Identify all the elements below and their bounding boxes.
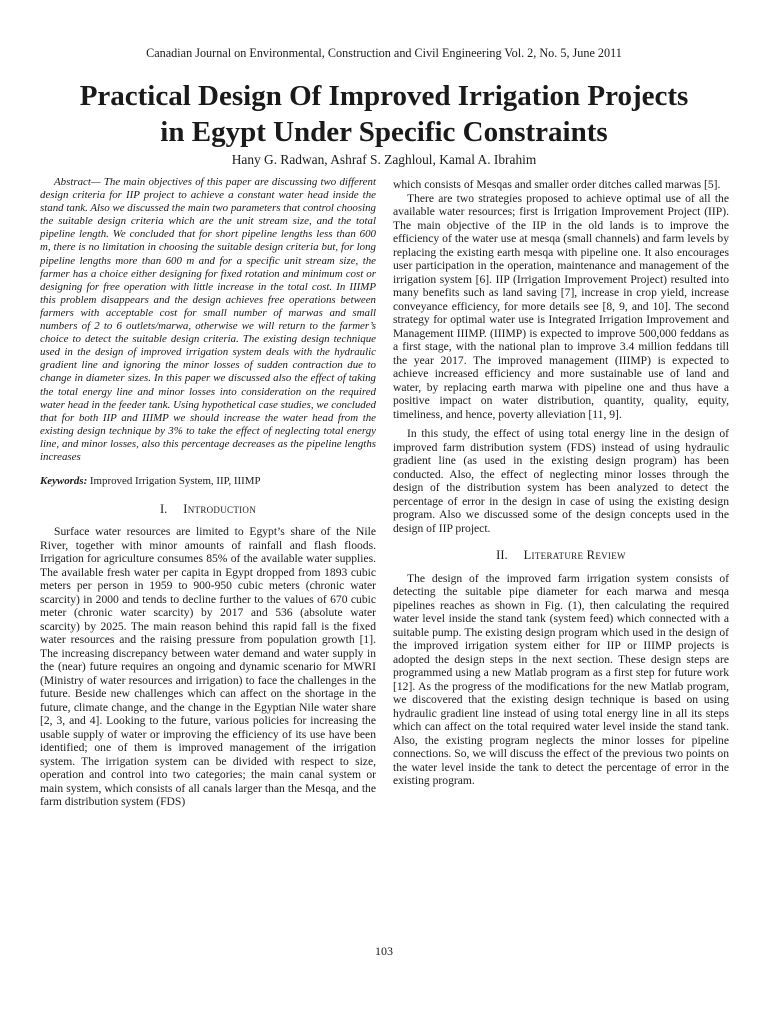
paper-title [40,78,728,150]
right-column [393,178,729,788]
left-column [40,176,376,809]
page-number: 103 [375,944,393,958]
section-heading-literature-review [393,549,729,563]
section-heading-introduction [40,503,376,517]
keywords [40,475,376,489]
intro-paragraph-1: Surface water resources are limited to Egypt’s share of the Nile River, together with minor amounts of rainfall and flash floods. Irrigation for agriculture consumes 85% of the available water supplies. The available fresh water per capita in Egypt dropped from 1893 cubic meters per person in 1959 to 900-950 cubic meters (chronic water scarcity) in 2000 and tends to decline further to the values of 670 cubic meter (chronic water scarcity) by 2017 and 536 (absolute water scarcity) by 2025. The main reason behind this rapid fall is the fixed water resources and the raising pressure from population growth [1]. The increasing discrepancy between water demand and water supply in the (near) future requires an ongoing and dynamic scenario for MWRI (Ministry of water resources and irrigation) to face the challenges in the future. Beside new challenges which can affect on the shortage in the future, climate change, and the change in the Egyptian Nile water share [2, 3, and 4]. Looking to the future, various policies for increasing the usable supply of water or improving the efficiency of its use have been identified; one of them is improved management of the irrigation system. The irrigation system can be divided with respect to size, operation and control into two categories; the main canal system or main system, which consists of all canals larger than the Mesqa, and the farm distribution system (FDS) [40,525,376,809]
abstract [40,176,376,464]
review-paragraph-1: The design of the improved farm irrigation system consists of detecting the suitable pipe diameter for each marwa and mesqa pipelines reaches as shown in Fig. (1), then calculating the required water level inside the stand tank (system feed) which connected with a suitable pump. The existing design program which used in the design of the improved irrigation system either for IIP or IIIMP projects is adopted the design steps in the next section. These design steps are programmed using a new Matlab program as a first step for future work [12]. As the progress of the modifications for the new Matlab program, we discovered that the existing design technique is based on using hydraulic gradient line instead of using total energy line in all its steps which can affect on the total required water level inside the stand tank. Also, the existing program neglects the minor losses for pipeline connections. So, we will discuss the effect of the previous two points on the water level inside the tank to detect the percentage of error in the existing program. [393,571,729,787]
section-title: Introduction [183,501,257,516]
author-list: Hany G. Radwan, Ashraf S. Zaghloul, Kamal A. Ibrahim [231,152,537,167]
section-number: II. [496,548,508,562]
keywords-text: Improved Irrigation System, IIP, IIIMP [87,475,261,488]
intro-paragraph-2: There are two strategies proposed to achieve optimal use of all the available water resources; first is Irrigation Improvement Project (IIP). The main objective of the IIP in the old lands is to improve the efficiency of the water use at mesqa (small channels) and farm levels by replacing the existing earth mesqa with pipeline one. It also encourages user participation in the operation, maintenance and management of the irrigation system [6]. IIP (Irrigation Improvement Project) resulted into many benefits such as land saving [7], increase in crop yield, increase conveyance efficiency, for more details see [8, 9, and 10]. The second strategy for optimal water use is Integrated Irrigation Improvement and Management IIIMP. (IIIMP) is expected to improve 500,000 feddans as a first stage, with the national plan to improve 3.4 million feddans till the year 2017. The improved management (IIIMP) is expected to achieve increased efficiency and more sustainable use of land and water, by replacing earth marwa with pipeline one and thus have a positive impact on water distribution, quantity, quality, equity, timeliness, and hence, poverty alleviation [11, 9]. [393,191,729,421]
section-number: I. [159,501,168,516]
intro-paragraph-3: In this study, the effect of using total energy line in the design of improved farm distribution system (FDS) instead of using hydraulic gradient line (as used in the existing design program) has been conducted. Also, the effect of neglecting minor losses through the design of the distribution system has been analyzed to detect the percentage of error in the design in case of using the existing design program. Also we discussed some of the design concepts used in the design of IIP project. [393,427,729,535]
journal-header: Canadian Journal on Environmental, Construction and Civil Engineering Vol. 2, No. 5, June 2011 [146,46,622,60]
abstract-text: The main objectives of this paper are discussing two different design criteria for IIP project to achieve a constant water head inside the stand tank. Also we discussed the main two parameters that control choosing the suitable design criteria which are the unit stream size, and the total pipeline length. We concluded that for short pipeline lengths less than 600 m, there is no limitation in choosing the suitable design criteria but, for long pipeline lengths more than 600 m and for a specific unit stream size, the farmer has a choice either designing for fixed rotation and minimum cost or designing for free operation with little increase in the total cost. In IIIMP this problem disappears and the design achieves free operations between farmers with acceptable cost for small number of marwas and small numbers of 2 to 6 outlets/marwa, otherwise we will return to the farmer’s choice to detect the suitable design criteria. The existing design technique used in the design of improved irrigation system deals with the hydraulic gradient line and ignoring the minor losses of sudden contraction due to change in diameter sizes. In this paper we discussed also the effect of taking the total energy line and minor losses into consideration on the required water head in the feeder tank. Using hypothetical case studies, we concluded that for both IIP and IIIMP we should increase the water head from the existing design technique by 3% to take the effect of neglecting total energy line, and minor losses, also this percentage decreases as the pipeline lengths increases [40,176,376,463]
abstract-lead: Abstract— [54,176,101,188]
title-line-1: Practical Design Of Improved Irrigation Projects [79,80,689,112]
intro-paragraph-1-continued: which consists of Mesqas and smaller order ditches called marwas [5]. [393,178,721,191]
title-line-2: in Egypt Under Specific Constraints [160,116,608,148]
section-title: Literature Review [523,548,626,562]
keywords-label: Keywords: [40,475,88,488]
